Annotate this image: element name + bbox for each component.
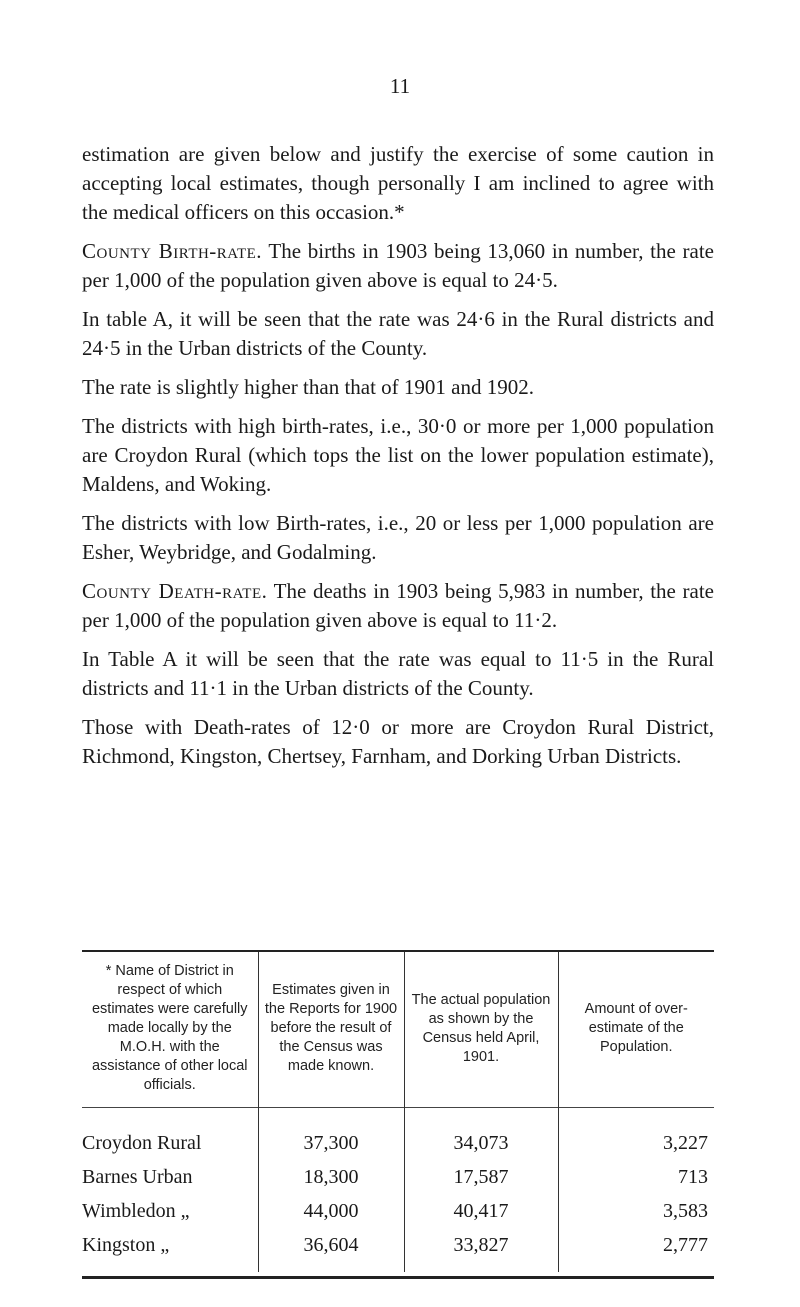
paragraph-table-a-birth: In table A, it will be seen that the rate was 24·6 in the Rural districts and 24·5 in the Urban districts of the County. — [82, 307, 714, 360]
paragraph-high-death-rates: Those with Death-rates of 12·0 or more are Croydon Rural District, Richmond, Kingston, Chertsey, Farnham, and Dorking Urban Districts. — [82, 715, 714, 768]
page-number: 11 — [389, 74, 411, 98]
population-estimate-table — [82, 950, 714, 1279]
section-lead-death-rate: County Death-rate. — [82, 579, 268, 603]
header-estimate-1900: Estimates given in the Reports for 1900 before the result of the Census was made known. — [258, 952, 404, 1108]
paragraph-death-rate: County Death-rate. The deaths in 1903 being 5,983 in number, the rate per 1,000 of the population given above is equal to 11·2. — [82, 579, 714, 632]
cell-estimate: 36,604 — [258, 1228, 404, 1272]
cell-over: 713 — [558, 1160, 714, 1194]
cell-actual: 34,073 — [404, 1108, 558, 1161]
cell-estimate: 18,300 — [258, 1160, 404, 1194]
cell-actual: 40,417 — [404, 1194, 558, 1228]
cell-over: 2,777 — [558, 1228, 714, 1272]
header-over-estimate: Amount of over-estimate of the Population. — [558, 952, 714, 1108]
table-row — [82, 1108, 714, 1161]
paragraph-low-birth-rates: The districts with low Birth-rates, i.e., 20 or less per 1,000 population are Esher, Weybridge, and Godalming. — [82, 511, 714, 564]
header-census-1901: The actual population as shown by the Census held April, 1901. — [404, 952, 558, 1108]
cell-over: 3,583 — [558, 1194, 714, 1228]
header-district: * Name of District in respect of which estimates were carefully made locally by the M.O.H. with the assistance of other local officials. — [91, 963, 248, 1093]
paragraph-birth-rate: County Birth-rate. The births in 1903 being 13,060 in number, the rate per 1,000 of the population given above is equal to 24·5. — [82, 239, 714, 292]
table-row — [82, 1228, 714, 1272]
paragraph-high-birth-rates: The districts with high birth-rates, i.e., 30·0 or more per 1,000 population are Croydon Rural (which tops the list on the lower population estimate), Maldens, and Woking. — [82, 414, 714, 496]
cell-estimate: 37,300 — [258, 1108, 404, 1161]
cell-over: 3,227 — [558, 1108, 714, 1161]
body-text — [82, 140, 714, 781]
paragraph-table-a-death: In Table A it will be seen that the rate was equal to 11·5 in the Rural districts and 11·1 in the Urban districts of the County. — [82, 647, 714, 700]
cell-district: Croydon Rural — [82, 1132, 202, 1154]
paragraph-rate-comparison: The rate is slightly higher than that of 1901 and 1902. — [82, 375, 534, 399]
paragraph-intro: estimation are given below and justify the exercise of some caution in accepting local estimates, though personally I am inclined to agree with the medical officers on this occasion.* — [82, 142, 714, 224]
section-lead-birth-rate: County Birth-rate. — [82, 239, 263, 263]
cell-estimate: 44,000 — [258, 1194, 404, 1228]
cell-actual: 33,827 — [404, 1228, 558, 1272]
cell-actual: 17,587 — [404, 1160, 558, 1194]
cell-district: Barnes Urban — [82, 1166, 193, 1188]
table-bottom-rule — [82, 1276, 714, 1279]
table-header-row — [82, 952, 714, 1108]
cell-district: Kingston „ — [82, 1234, 170, 1256]
cell-district: Wimbledon „ — [82, 1200, 190, 1222]
table-row — [82, 1160, 714, 1194]
table-row — [82, 1194, 714, 1228]
